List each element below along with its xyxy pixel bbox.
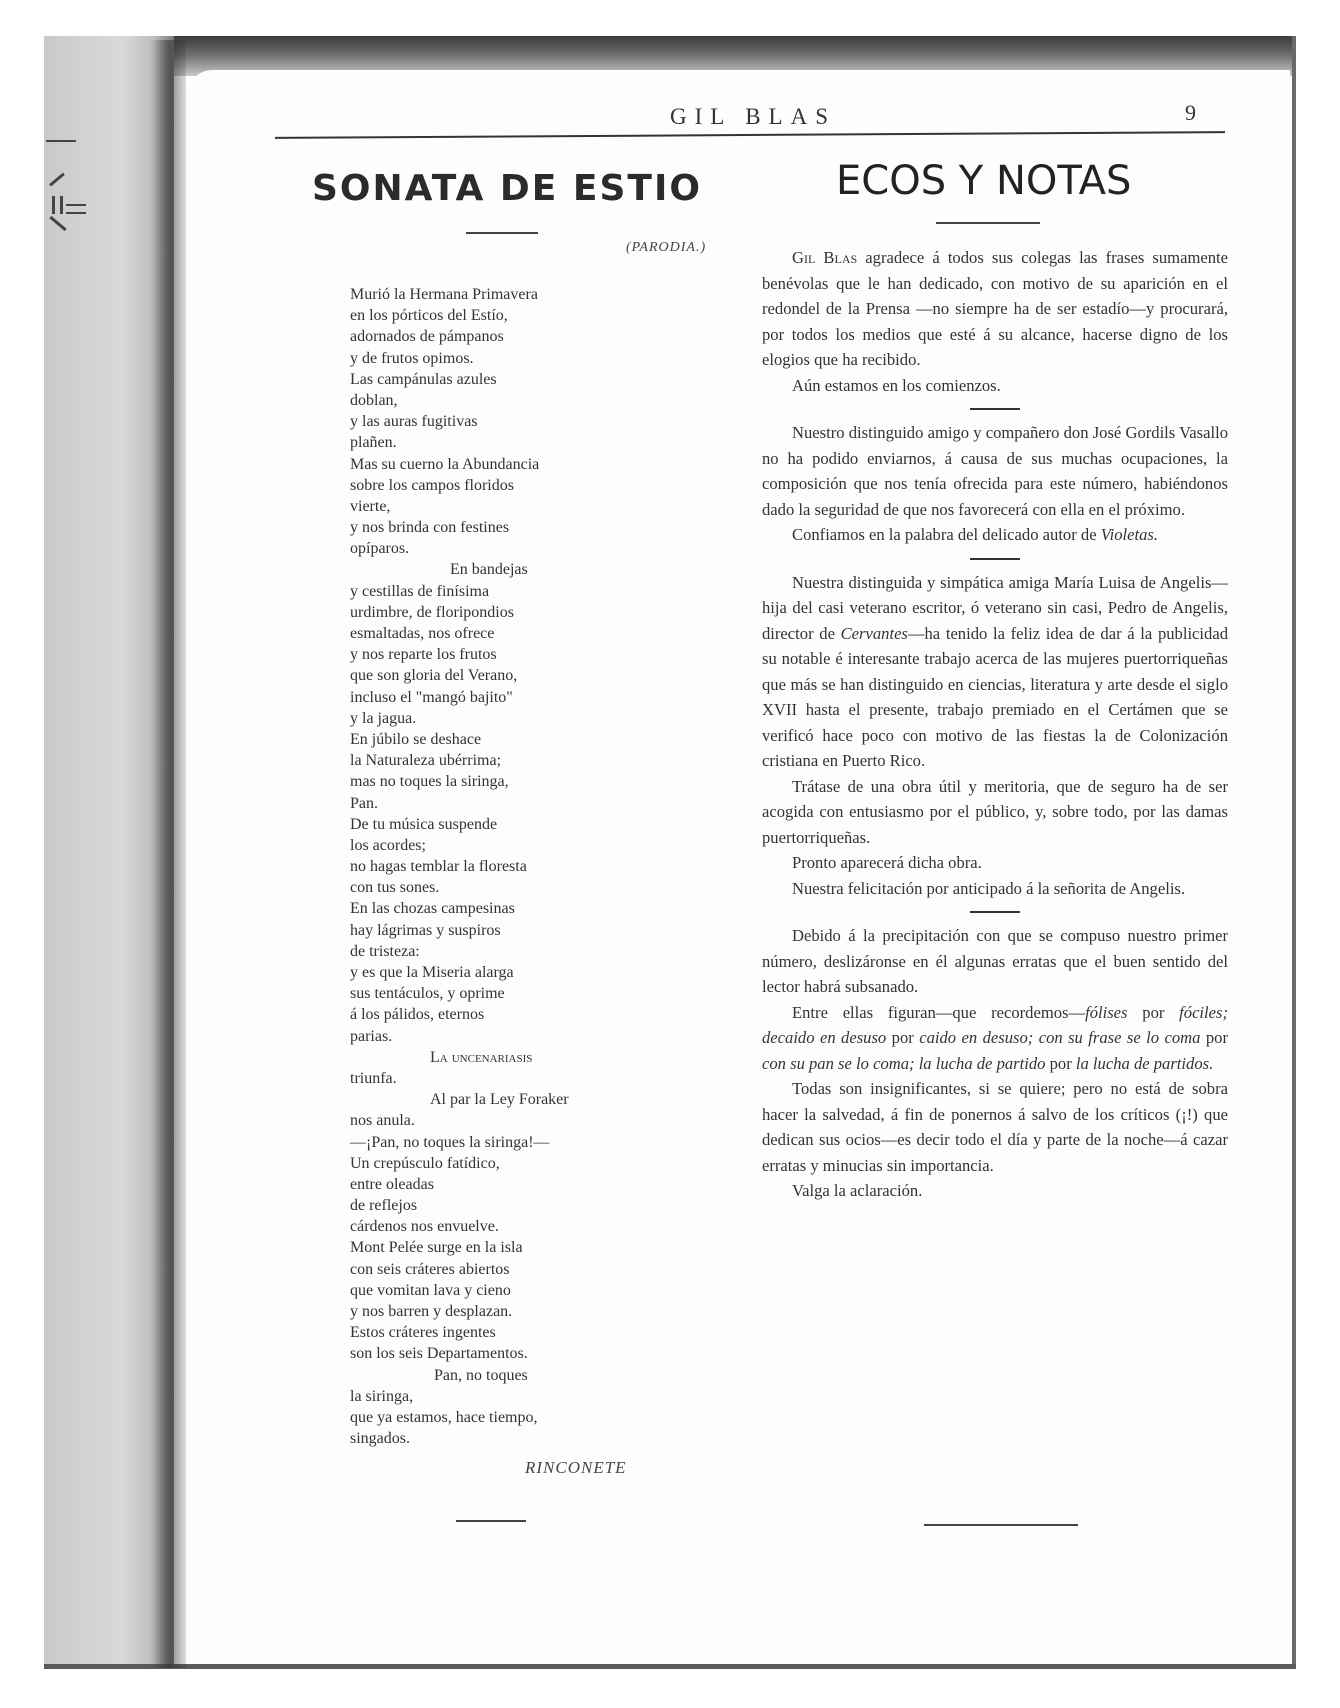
paragraph-italic: la lucha de partidos. [1075,1053,1214,1073]
paragraph [762,1000,1228,1077]
poem-line: Pan. [350,794,378,812]
poem-line: con tus sones. [350,879,440,897]
poem-line: con seis cráteres abiertos [350,1260,510,1278]
poem-line: y nos reparte los frutos [350,646,497,664]
section-rule [970,408,1020,410]
poem-line: en los pórticos del Estío, [350,307,508,325]
right-title-rule [936,222,1040,224]
poem-line: y nos barren y desplazan. [350,1303,513,1320]
poem-line: —¡Pan, no toques la siringa!— [350,1133,550,1151]
poem-line: plañen. [350,434,397,452]
paragraph-text: Entre ellas figuran—que recordemos— [792,1002,1086,1022]
paragraph-text: por [1200,1028,1228,1047]
paragraph: Nuestra felicitación por anticipado á la señorita de Angelis. [792,878,1186,898]
left-title-rule [466,232,538,234]
poem-line: urdimbre, de floripondios [350,603,514,621]
poem-line: no hagas temblar la floresta [350,858,527,876]
paragraph: Valga la aclaración. [792,1181,923,1200]
poem-line: y la jagua. [350,709,417,727]
poem-line: En bandejas [450,561,528,579]
poem-line: vierte, [350,497,391,515]
poem-line: En las chozas campesinas [350,900,515,918]
poem-line: Al par la Ley Foraker [430,1091,569,1109]
poem-line: Pan, no toques [434,1366,528,1384]
poem-line: y nos brinda con festines [350,519,510,537]
paragraph-text: por [1127,1002,1180,1022]
paragraph-italic: Violetas. [1100,525,1159,544]
right-article-title: ECOS Y NOTAS [836,158,1132,204]
paragraph-text: —ha tenido la feliz idea de dar á la publicidad su notable é interesante trabajo acerca de las mujeres puertorriqueñas que más se han distinguido en ciencias, literatura y arte desde el siglo XVII hasta el presente, trabajo premiado en el Certámen que se verificó hace poco con motivo de las fiestas la de Colonización cristiana en Puerto Rico. [762,623,1228,770]
poem-line: En júbilo se deshace [350,730,482,748]
paragraph: Todas son insignificantes, si se quiere; pero no está de sobra hacer la salvedad, á fin de ponernos á salvo de los críticos (¡!) que dedican sus ocios—es decir todo el día y parte de la noche—á cazar erratas y minucias sin importancia. [762,1079,1228,1175]
scan-right-border [1292,36,1296,1668]
paragraph-italic: fólises [1085,1002,1128,1022]
left-article-title: SONATA DE ESTIO [312,168,702,209]
poem-line: que ya estamos, hace tiempo, [350,1408,538,1426]
poem-line: triunfa. [350,1069,397,1087]
paragraph [762,522,1228,548]
section-break [762,398,1228,420]
paragraph: Debido á la precipitación con que se compuso nuestro primer número, deslizáronse en él algunas erratas que el buen sentido del lector habrá subsanado. [762,926,1228,996]
poem-line: singados. [350,1430,410,1448]
paragraph [762,570,1228,774]
poem-line: y las auras fugitivas [350,413,478,431]
page-number: 9 [1185,100,1196,125]
paragraph-lead: Gil Blas [792,248,858,267]
poem-line: mas no toques la siringa, [350,773,509,791]
section-rule [970,558,1020,560]
paragraph-text: Confiamos en la palabra del delicado autor de [792,525,1101,544]
poem-line: doblan, [350,391,398,409]
paragraph: Trátase de una obra útil y meritoria, que de seguro ha de ser acogida con entusiasmo por el público, y, sobre todo, por las damas puertorriqueñas. [762,776,1228,847]
poem-line: que vomitan lava y cieno [350,1281,511,1299]
poem-line: esmaltadas, nos ofrece [350,625,495,642]
poem-line: Mas su cuerno la Abundancia [350,455,540,473]
left-end-rule [456,1520,526,1522]
poem-line: hay lágrimas y suspiros [350,921,501,939]
poem-line: nos anula. [350,1112,415,1130]
poem-body [350,284,680,1449]
poem-line: y de frutos opimos. [350,349,474,367]
poem-line: son los seis Departamentos. [350,1345,528,1363]
paragraph: Aún estamos en los comienzos. [792,375,1001,395]
paragraph-italic: Cervantes [840,623,908,643]
paragraph: Pronto aparecerá dicha obra. [792,853,982,872]
poem-line: de reflejos [350,1197,418,1215]
poem-line: á los pálidos, eternos [350,1006,485,1024]
paragraph-text: agradece á todos sus colegas las frases sumamente benévolas que le han dedicado, con motivo de su aparición en el redondel de la Prensa —no siempre ha de ser estadío—y procurará, por todos los medios que esté á su alcance, hacerse digno de los elogios que ha recibido. [762,248,1228,369]
poem-line: y cestillas de finísima [350,582,490,600]
poem-line: Las campánulas azules [350,370,497,388]
poem-line: la siringa, [350,1387,414,1405]
poem-line: y es que la Miseria alarga [350,964,514,981]
poem-line: entre oleadas [350,1175,434,1193]
running-title: GIL BLAS [670,104,837,129]
poem-line: De tu música suspende [350,815,498,833]
poem-line: sus tentáculos, y oprime [350,985,505,1003]
poem-line: cárdenos nos envuelve. [350,1218,499,1236]
poem-author: RINCONETE [525,1458,627,1477]
paragraph-italic: fóciles; decaido en desuso [762,1002,1228,1047]
poem-line: Mont Pelée surge en la isla [350,1239,523,1257]
poem-line: Murió la Hermana Primavera [350,286,538,303]
poem-line: inclusо el "mangó bajito" [350,688,513,706]
paragraph-text: por [1045,1053,1076,1073]
poem-line: parias. [350,1027,393,1045]
paragraph-italic: caido en desuso; con su frase se lo coma [919,1028,1201,1047]
paragraph-text: por [886,1028,920,1047]
left-article-subtitle: (PARODIA.) [626,240,707,255]
paragraph [762,245,1228,373]
right-article-body [762,245,1228,1204]
poem-line: Un crepúsculo fatídico, [350,1154,500,1172]
section-break [762,548,1228,570]
poem-line: la Naturaleza ubérrima; [350,752,502,770]
poem-line: de tristeza: [350,942,420,960]
paragraph-italic: con su pan se lo coma; la lucha de partido [762,1053,1046,1073]
poem-line: sobre los campos floridos [350,476,514,494]
poem-line: Estos cráteres ingentes [350,1324,496,1342]
facing-page-edge [46,140,86,260]
paragraph-text: Nuestra distinguida y simpática amiga María Luisa de Angelis—hija del casi veterano escritor, ó veterano sin casi, Pedro de Angelis, director de [762,572,1228,643]
poem-line: los acordes; [350,836,426,854]
section-rule [970,911,1020,913]
poem-line: opíparos. [350,540,410,558]
poem-line: adornados de pámpanos [350,328,504,346]
section-break [762,901,1228,923]
right-end-rule [924,1524,1078,1526]
binding-shadow [150,40,186,1668]
paragraph: Nuestro distinguido amigo y compañero don José Gordils Vasallo no ha podido enviarnos, á causa de sus muchas ocupaciones, la composición que nos tenía ofrecida para este número, habiéndonos dado la seguridad de que nos favorecerá con ella en el próximo. [762,423,1228,519]
poem-line: La uncenariasis [430,1048,533,1066]
poem-line: que son gloria del Verano, [350,667,518,685]
scan-bottom-border [44,1664,1296,1669]
